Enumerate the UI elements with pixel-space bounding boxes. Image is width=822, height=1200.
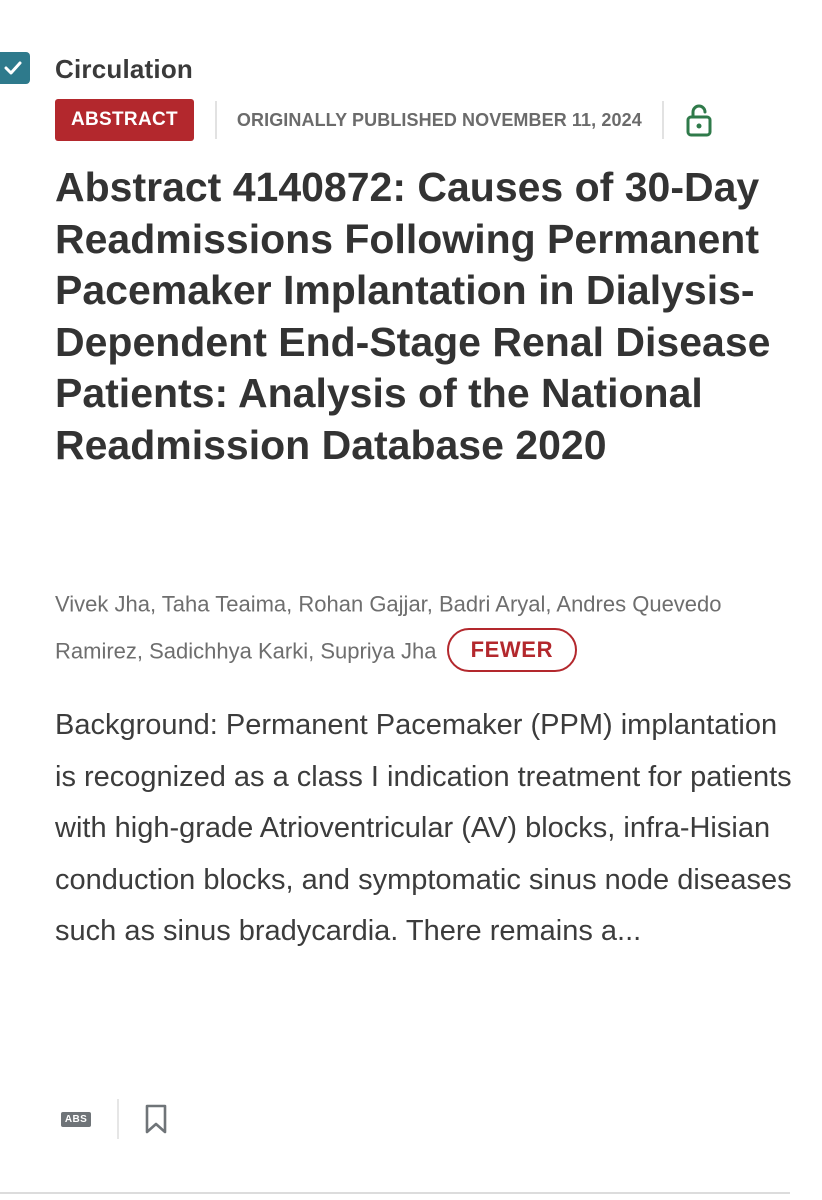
checkmark-icon: [4, 61, 22, 75]
divider: [117, 1099, 119, 1139]
journal-name[interactable]: Circulation: [55, 54, 193, 84]
open-lock-icon: [686, 103, 712, 137]
abstract-link[interactable]: [55, 1099, 97, 1139]
abstract-snippet: Background: Permanent Pacemaker (PPM) implantation is recognized as a class I indication treatment for patients with high-grade Atrioventricular (AV) blocks, infra-Hisian conduction blocks, and symptomatic sinus node diseases such as sinus bradycardia. There remains a...: [55, 709, 792, 947]
meta-row: [55, 99, 714, 141]
action-bar: [55, 1098, 171, 1140]
fewer-authors-button[interactable]: FEWER: [447, 628, 577, 672]
author-list: [55, 580, 755, 673]
divider: [215, 101, 217, 139]
open-access-indicator: [684, 100, 714, 140]
author-names: Vivek Jha, Taha Teaima, Rohan Gajjar, Badri Aryal, Andres Quevedo Ramirez, Sadichhya Karki, Supriya Jha: [55, 591, 722, 664]
bottom-divider: [0, 1192, 790, 1194]
bookmark-icon: [144, 1103, 168, 1135]
publication-date: ORIGINALLY PUBLISHED NOVEMBER 11, 2024: [236, 109, 642, 130]
abs-icon: ABS: [61, 1112, 91, 1127]
article-type-badge: ABSTRACT: [55, 99, 194, 141]
bookmark-button[interactable]: [141, 1099, 171, 1139]
select-checkbox[interactable]: [0, 52, 30, 84]
article-title[interactable]: Abstract 4140872: Causes of 30-Day Readmissions Following Permanent Pacemaker Implantation in Dialysis-Dependent End-Stage Renal Disease Patients: Analysis of the National Readmission Database 2020: [55, 164, 771, 468]
divider: [662, 101, 664, 139]
